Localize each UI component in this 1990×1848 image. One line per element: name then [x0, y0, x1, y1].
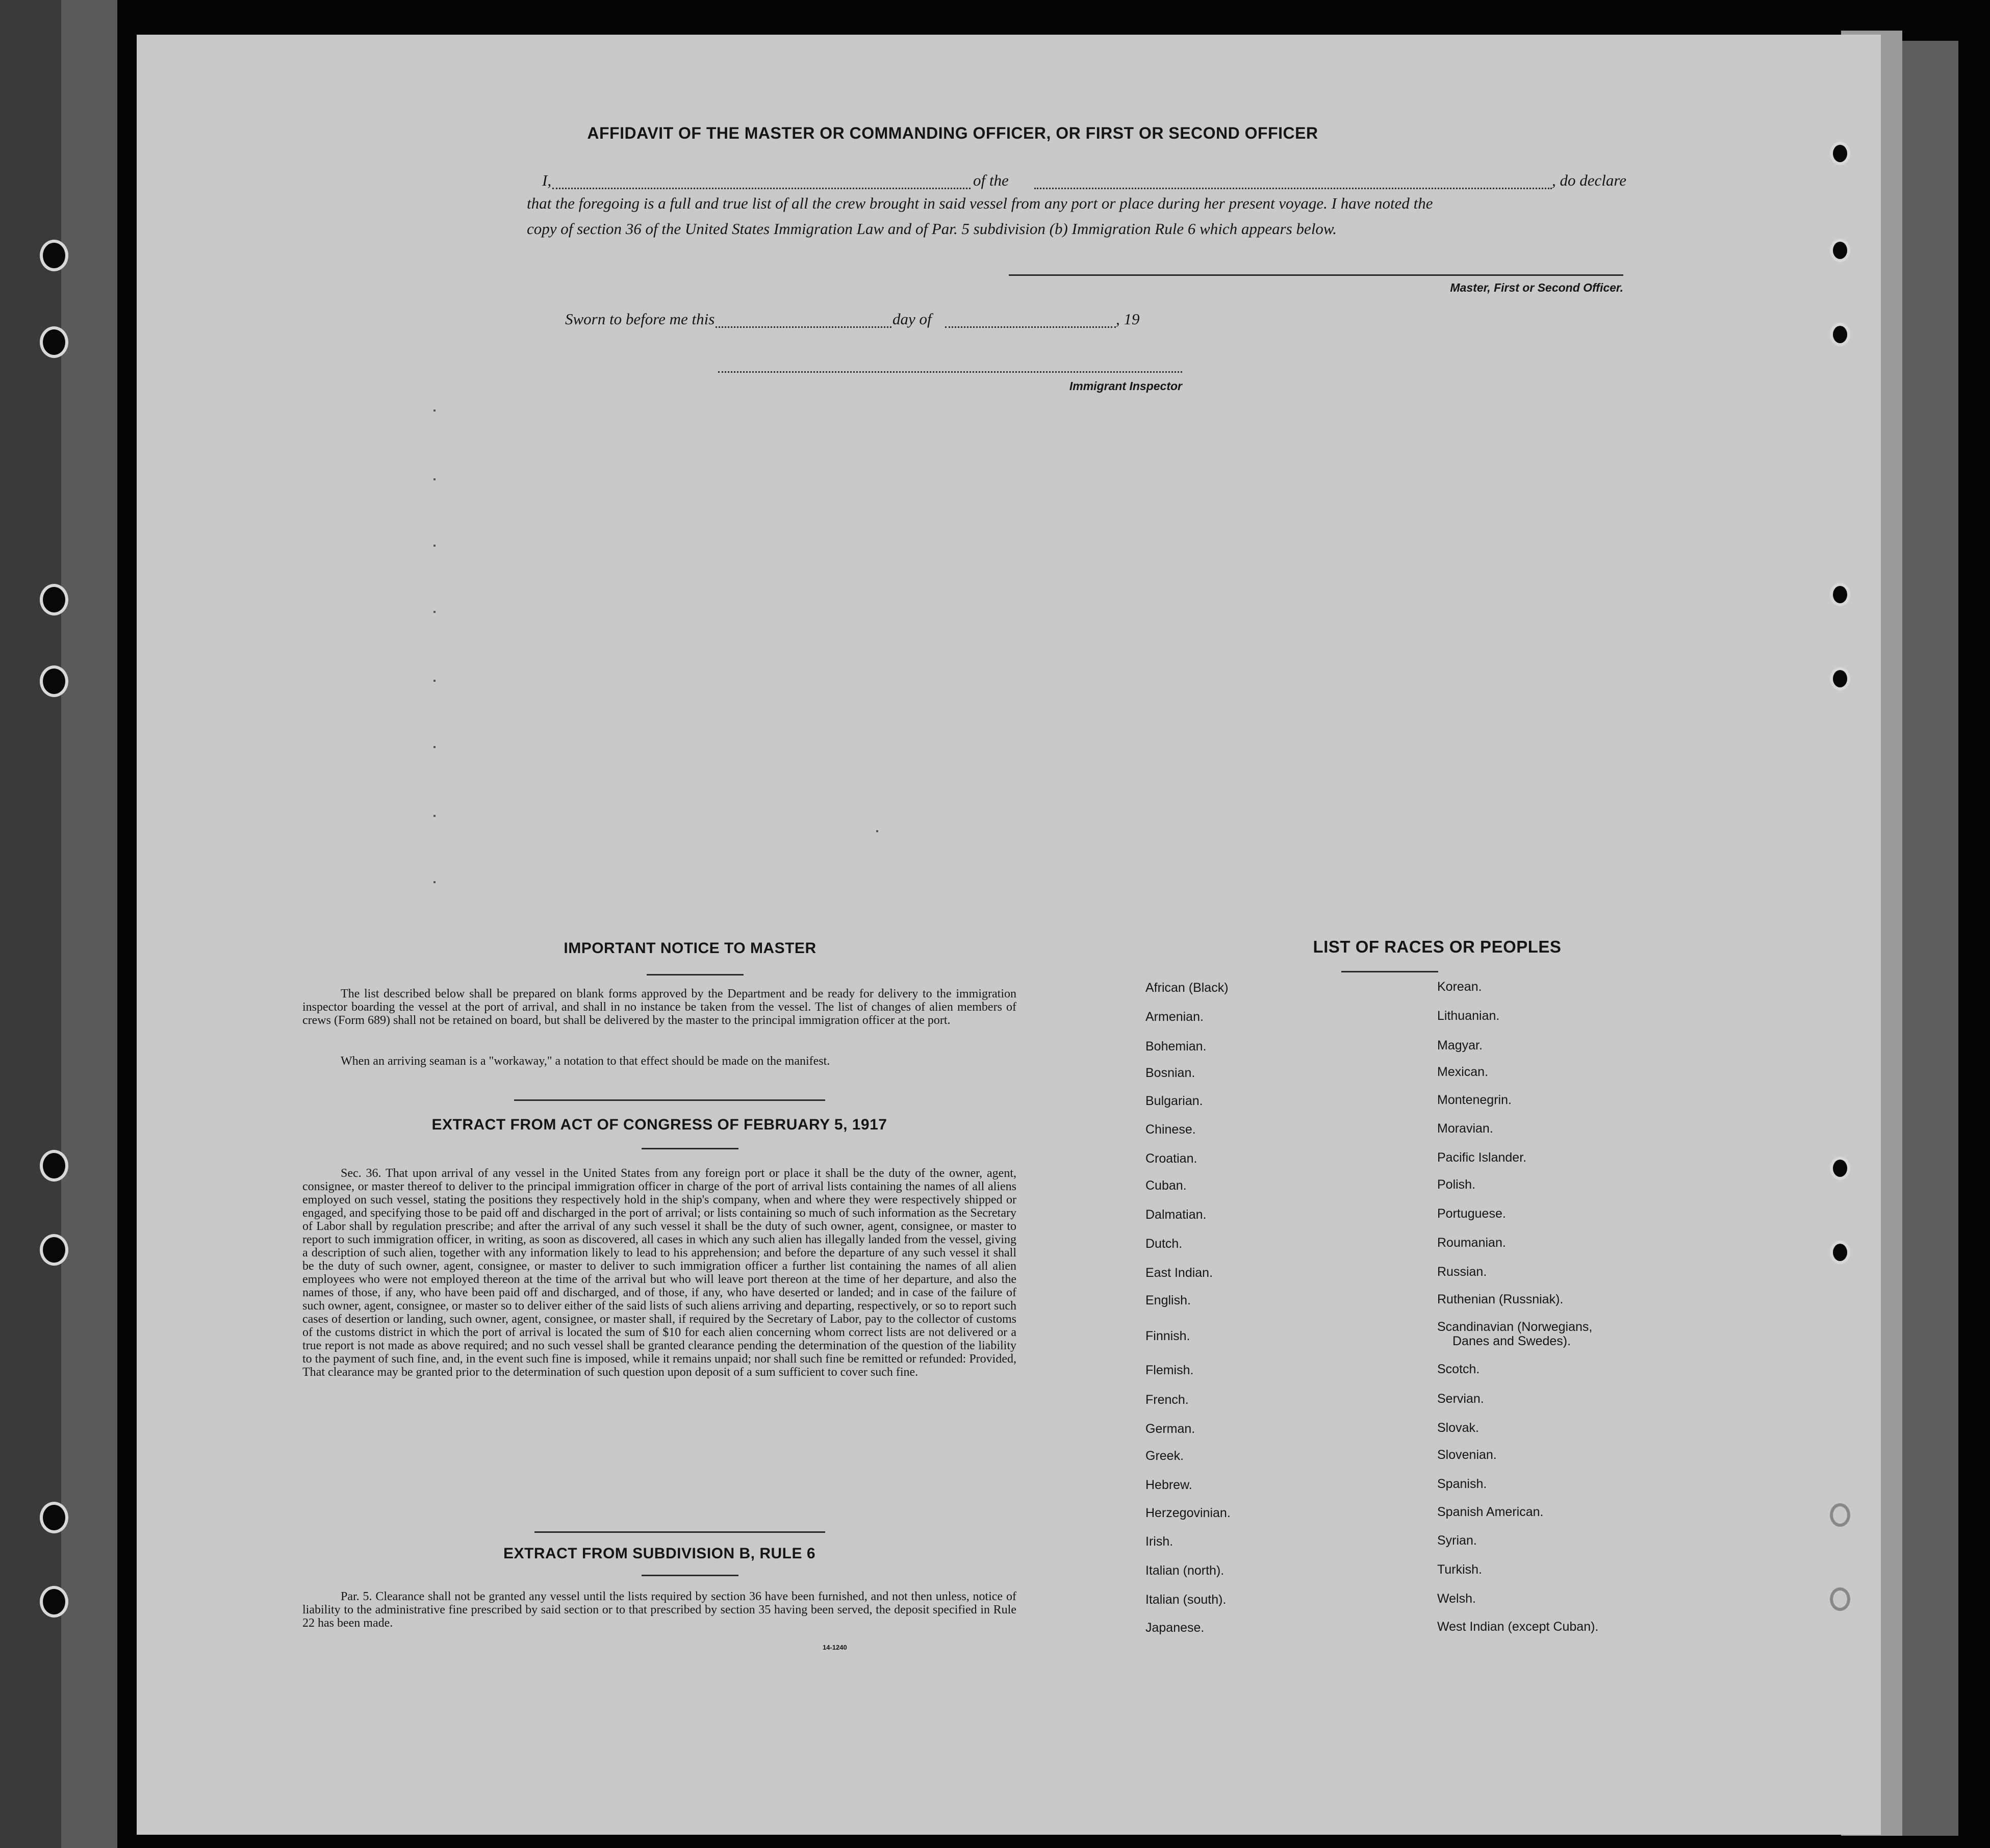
binder-hole-icon — [40, 665, 68, 697]
race-item: African (Black) — [1145, 981, 1229, 995]
extract-act-body: Sec. 36. That upon arrival of any vessel in the United States from any foreign port or place it shall be the duty of the owner, agent, consignee, or master thereof to deliver to the principal immigration officer in charge of the port of arrival lists containing the names of all aliens employed on such vessel, stating the positions they respectively hold in the ship's company, when and where they were respectively shipped or engaged, and specifying those to be paid off and discharged in the port of arrival; or lists containing so much of such information as the Secretary of Labor shall by regulation prescribe; and after the arrival of any such vessel it shall be the duty of such owner, agent, consignee, or master to report to such immigration officer, in writing, as soon as discovered, all cases in which any such alien has illegally landed from the vessel, giving a description of such alien, together with any information likely to lead to his apprehension; and before the departure of any such vessel it shall be the duty of such owner, agent, consignee, or master to deliver to such immigration officer a further list containing the names of all alien employees who were not employed thereon at the time of the arrival but who will leave port thereon at the time of her departure, and also the names of those, if any, who have been paid off and discharged, and of those, if any, who have deserted or landed; and in case of the failure of such owner, agent, consignee, or master so to deliver either of the said lists of such aliens arriving and departing, respectively, or so to report such cases of desertion or landing, such owner, agent, consignee, or master shall, if required by the Secretary of Labor, pay to the collector of customs of the customs district in which the port of arrival is located the sum of $10 for each alien concerning whom correct lists are not delivered or a true report is not made as above required; and no such vessel shall be granted clearance pending the determination of the question of the liability to the payment of such fine, and, in the event such fine is imposed, while it remains unpaid; nor shall such fine be remitted or refunded: Provided, That clearance may be granted prior to the determination of such question upon deposit of a sum sufficient to cover such fine. — [302, 1167, 1016, 1379]
race-item: Bosnian. — [1145, 1066, 1195, 1080]
divider — [534, 1531, 825, 1533]
race-item-continuation: Danes and Swedes). — [1452, 1334, 1571, 1348]
race-item: Roumanian. — [1437, 1236, 1506, 1250]
binder-hole-icon — [1830, 239, 1850, 262]
vessel-name-blank — [1034, 188, 1552, 189]
year-label: , 19 — [1116, 310, 1140, 328]
race-item: Moravian. — [1437, 1121, 1493, 1136]
binder-hole-icon — [40, 1150, 68, 1182]
race-item: Italian (south). — [1145, 1593, 1227, 1607]
race-item: Italian (north). — [1145, 1563, 1224, 1578]
divider — [642, 1148, 738, 1149]
race-item: Slovak. — [1437, 1421, 1479, 1435]
race-item: Irish. — [1145, 1534, 1173, 1549]
signature-caption: Master, First or Second Officer. — [1450, 281, 1623, 294]
race-item: Turkish. — [1437, 1562, 1482, 1577]
race-item: Bohemian. — [1145, 1039, 1207, 1054]
race-item: Spanish American. — [1437, 1505, 1544, 1519]
sworn-text: Sworn to before me this — [565, 310, 715, 328]
divider — [1341, 971, 1438, 972]
race-item: Bulgarian. — [1145, 1094, 1203, 1108]
notice-paragraph-2: When an arriving seaman is a "workaway," a notation to that effect should be made on the manifest. — [341, 1055, 830, 1068]
race-item: French. — [1145, 1393, 1189, 1407]
affidavit-declare-label: , do declare — [1552, 171, 1627, 189]
race-item: Ruthenian (Russniak). — [1437, 1292, 1564, 1306]
race-item: East Indian. — [1145, 1266, 1213, 1280]
race-item: Finnish. — [1145, 1329, 1190, 1343]
race-item: Spanish. — [1437, 1477, 1487, 1491]
notice-paragraph-1: The list described below shall be prepared on blank forms approved by the Department and be ready for delivery to the immigration inspector boarding the vessel at the port of arrival, and shall in no instance be taken from the vessel. The list of changes of alien members of crews (Form 689) shall not be retained on board, but shall be delivered by the master to the principal immigration officer at the port. — [302, 987, 1016, 1027]
binder-hole-icon — [1830, 323, 1850, 346]
race-item: Hebrew. — [1145, 1478, 1192, 1492]
inspector-caption: Immigrant Inspector — [1069, 379, 1182, 393]
master-name-blank — [552, 188, 971, 189]
binder-hole-icon — [1830, 1157, 1850, 1180]
notice-title: IMPORTANT NOTICE TO MASTER — [564, 940, 817, 957]
race-item: Pacific Islander. — [1437, 1150, 1527, 1165]
race-item: Korean. — [1437, 980, 1482, 994]
affidavit-i-label: I, — [542, 171, 552, 189]
binder-hole-icon — [1830, 1241, 1850, 1264]
race-item: Magyar. — [1437, 1038, 1483, 1053]
binder-hole-icon — [1830, 1503, 1850, 1527]
document-page — [137, 35, 1881, 1835]
race-item: Montenegrin. — [1437, 1093, 1512, 1107]
affidavit-of-label: of the — [973, 171, 1009, 189]
signature-line — [1009, 274, 1623, 276]
race-item: Cuban. — [1145, 1178, 1187, 1193]
race-item: Portuguese. — [1437, 1207, 1506, 1221]
race-item: English. — [1145, 1293, 1191, 1307]
day-of-label: day of — [892, 310, 932, 328]
extract-act-title: EXTRACT FROM ACT OF CONGRESS OF FEBRUARY 5, 1917 — [431, 1116, 887, 1133]
race-item: Servian. — [1437, 1392, 1484, 1406]
race-item: Welsh. — [1437, 1592, 1476, 1606]
form-number: 14-1240 — [823, 1644, 847, 1651]
binder-hole-icon — [1830, 667, 1850, 690]
binder-cover-left — [61, 0, 117, 1848]
race-item: Polish. — [1437, 1177, 1476, 1192]
race-item: West Indian (except Cuban). — [1437, 1620, 1599, 1634]
race-item: Dalmatian. — [1145, 1208, 1207, 1222]
race-item: Syrian. — [1437, 1533, 1477, 1548]
divider — [642, 1575, 738, 1576]
race-item: Dutch. — [1145, 1237, 1183, 1251]
race-item: Herzegovinian. — [1145, 1506, 1231, 1520]
extract-rule-title: EXTRACT FROM SUBDIVISION B, RULE 6 — [503, 1545, 816, 1562]
race-item: Mexican. — [1437, 1065, 1489, 1079]
race-item: Armenian. — [1145, 1010, 1204, 1024]
binder-hole-icon — [40, 1586, 68, 1618]
race-item: Greek. — [1145, 1449, 1184, 1463]
affidavit-line-2: that the foregoing is a full and true list of all the crew brought in said vessel from any port or place during her present voyage. I have noted the — [527, 194, 1433, 212]
divider — [647, 974, 744, 976]
race-item: Croatian. — [1145, 1151, 1197, 1166]
sworn-month-blank — [945, 326, 1116, 328]
divider — [514, 1099, 825, 1101]
race-item: Russian. — [1437, 1265, 1487, 1279]
binder-hole-icon — [40, 240, 68, 271]
race-item: Flemish. — [1145, 1363, 1194, 1377]
race-item: Scandinavian (Norwegians, — [1437, 1320, 1593, 1334]
sworn-day-blank — [716, 326, 891, 328]
race-item: German. — [1145, 1422, 1195, 1436]
binder-hole-icon — [40, 1234, 68, 1266]
binder-hole-icon — [40, 584, 68, 615]
race-item: Lithuanian. — [1437, 1009, 1500, 1023]
extract-rule-body: Par. 5. Clearance shall not be granted any vessel until the lists required by section 36 have been furnished, and not then unless, notice of liability to the administrative fine prescribed by said section or to that prescribed by section 35 having been served, the deposit specified in Rule 22 has been made. — [302, 1590, 1016, 1630]
affidavit-line-3: copy of section 36 of the United States Immigration Law and of Par. 5 subdivision (b) Immigration Rule 6 which appears below. — [527, 220, 1337, 238]
race-item: Japanese. — [1145, 1621, 1205, 1635]
inspector-signature-line — [718, 371, 1182, 373]
race-item: Slovenian. — [1437, 1448, 1497, 1462]
binder-hole-icon — [1830, 142, 1850, 165]
binder-hole-icon — [40, 326, 68, 358]
races-title: LIST OF RACES OR PEOPLES — [1313, 937, 1562, 956]
race-item: Scotch. — [1437, 1362, 1480, 1376]
binder-hole-icon — [40, 1502, 68, 1533]
race-item: Chinese. — [1145, 1122, 1196, 1137]
binder-hole-icon — [1830, 1587, 1850, 1611]
binder-hole-icon — [1830, 583, 1850, 606]
affidavit-title: AFFIDAVIT OF THE MASTER OR COMMANDING OFFICER, OR FIRST OR SECOND OFFICER — [587, 124, 1318, 142]
